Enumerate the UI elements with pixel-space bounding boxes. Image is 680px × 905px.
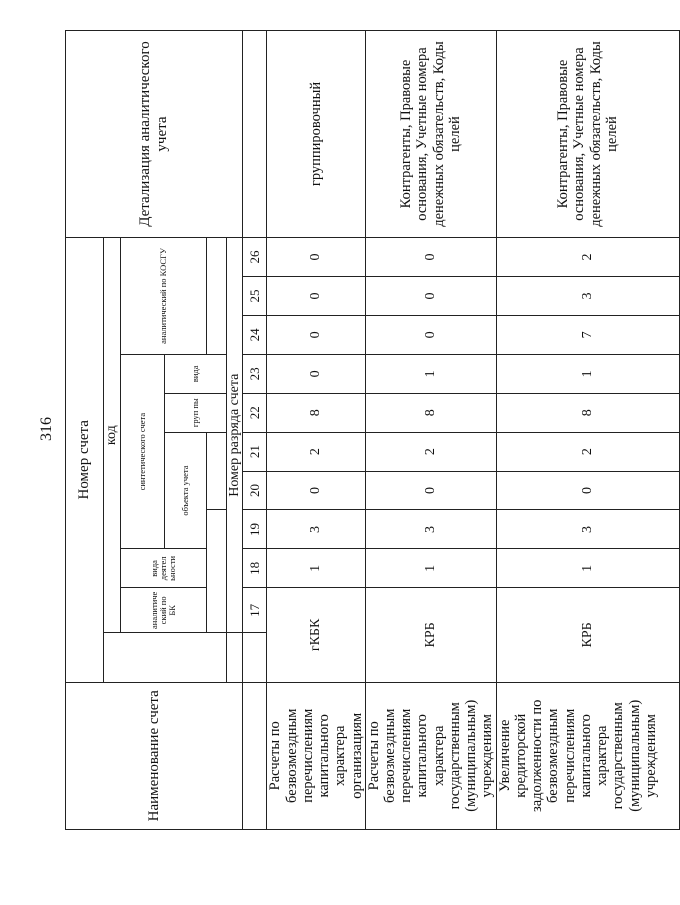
row-value-18: 1 xyxy=(267,549,365,588)
row-value-19: 3 xyxy=(365,510,496,549)
row-name: Расчеты по безвозмездным перечислениям капитального характера организациям xyxy=(267,682,365,829)
row-value-24: 0 xyxy=(267,315,365,354)
row-value-21: 2 xyxy=(496,432,679,471)
digit-23: 23 xyxy=(243,354,267,393)
digit-26: 26 xyxy=(243,238,267,277)
row-value-26: 0 xyxy=(267,238,365,277)
header-name: Наименование счета xyxy=(66,682,243,829)
row-value-22: 8 xyxy=(365,393,496,432)
table-row xyxy=(267,31,365,830)
digits-row xyxy=(243,31,267,830)
row-value-23: 1 xyxy=(496,354,679,393)
row-bk: КРБ xyxy=(496,588,679,682)
header-digit-number: Номер разряда счета xyxy=(226,238,243,633)
spacer-left-3 xyxy=(226,633,243,682)
digits-spacer-3 xyxy=(243,31,267,238)
row-value-22: 8 xyxy=(496,393,679,432)
row-value-21: 2 xyxy=(267,432,365,471)
digit-19: 19 xyxy=(243,510,267,549)
row-value-25: 0 xyxy=(365,277,496,316)
row-value-23: 1 xyxy=(365,354,496,393)
table-row xyxy=(496,31,679,830)
spacer-left xyxy=(104,633,207,682)
digit-20: 20 xyxy=(243,471,267,510)
digit-25: 25 xyxy=(243,277,267,316)
row-value-25: 0 xyxy=(267,277,365,316)
rotated-table-wrapper xyxy=(65,30,659,830)
row-value-21: 2 xyxy=(365,432,496,471)
row-value-20: 0 xyxy=(496,471,679,510)
header-activity-type: вида деятел ьности xyxy=(120,549,206,588)
row-value-19: 3 xyxy=(267,510,365,549)
row-detail: группировочный xyxy=(267,31,365,238)
row-value-26: 0 xyxy=(365,238,496,277)
page-number: 316 xyxy=(38,417,55,441)
row-value-24: 0 xyxy=(365,315,496,354)
row-value-20: 0 xyxy=(365,471,496,510)
row-bk: гКБК xyxy=(267,588,365,682)
header-group: груп пы xyxy=(164,393,226,432)
accounts-table xyxy=(65,30,680,830)
header-analytic-bk: аналитиче ский по БК xyxy=(120,588,206,633)
header-kind: вида xyxy=(164,354,226,393)
row-value-19: 3 xyxy=(496,510,679,549)
row-value-26: 2 xyxy=(496,238,679,277)
row-name: Увеличение кредиторской задолженности по безвозмездным перечислениям капитального характера государственным (муниципальным) учреждениям xyxy=(496,682,679,829)
header-code: код xyxy=(104,238,121,633)
row-value-20: 0 xyxy=(267,471,365,510)
header-object: объекта учета xyxy=(164,432,206,549)
digits-spacer xyxy=(243,682,267,829)
row-value-25: 3 xyxy=(496,277,679,316)
table-row xyxy=(365,31,496,830)
digit-24: 24 xyxy=(243,315,267,354)
header-analytic-kosgu: аналитический по КОСГУ xyxy=(120,238,206,355)
row-detail: Контрагенты, Правовые основания, Учетные номера денежных обязательств, Коды целей xyxy=(365,31,496,238)
spacer-right xyxy=(206,393,226,510)
row-value-24: 7 xyxy=(496,315,679,354)
header-detail: Детализация аналитического учета xyxy=(66,31,243,238)
header-row-1 xyxy=(66,31,104,830)
spacer-left-2 xyxy=(206,633,226,682)
row-value-23: 0 xyxy=(267,354,365,393)
row-name: Расчеты по безвозмездным перечислениям капитального характера государственным (муниципальным) учреждениям xyxy=(365,682,496,829)
digit-21: 21 xyxy=(243,432,267,471)
row-detail: Контрагенты, Правовые основания, Учетные номера денежных обязательств, Коды целей xyxy=(496,31,679,238)
row-bk: КРБ xyxy=(365,588,496,682)
row-value-22: 8 xyxy=(267,393,365,432)
row-value-18: 1 xyxy=(365,549,496,588)
row-value-18: 1 xyxy=(496,549,679,588)
digit-18: 18 xyxy=(243,549,267,588)
spacer-mid xyxy=(206,510,226,633)
header-account-number: Номер счета xyxy=(66,238,104,682)
header-synthetic: синтетического счета xyxy=(120,354,164,549)
digit-22: 22 xyxy=(243,393,267,432)
digit-17: 17 xyxy=(243,588,267,633)
digits-spacer-2 xyxy=(243,633,267,682)
